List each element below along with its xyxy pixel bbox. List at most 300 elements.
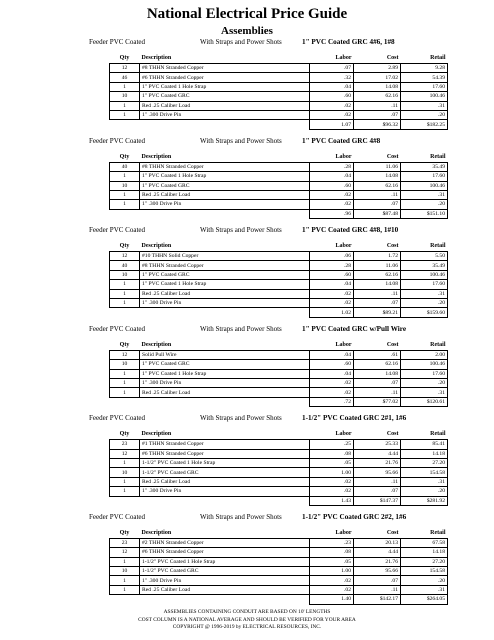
table-cell: 10	[110, 181, 140, 190]
table-cell: .20	[401, 200, 448, 209]
table-cell: 4.44	[354, 449, 401, 458]
table-cell: 17.60	[401, 280, 448, 289]
table-row	[110, 172, 448, 181]
table-cell: #6 THHN Stranded Copper	[140, 548, 310, 557]
table-cell: 1-1/2" PVC Coated 1 Hole Strap	[140, 557, 310, 566]
mounting-note: With Straps and Power Shots	[200, 38, 282, 46]
table-cell: 27.20	[401, 557, 448, 566]
table-cell: 1	[110, 289, 140, 298]
assembly-header	[0, 37, 494, 50]
table-cell: 62.16	[354, 92, 401, 101]
table-row	[110, 567, 448, 576]
table-cell: .02	[310, 101, 354, 110]
column-header-qty: Qty	[119, 341, 130, 348]
column-header-retail: Retail	[430, 55, 446, 61]
column-header-qty: Qty	[119, 55, 130, 61]
column-header-labor: Labor	[335, 431, 352, 438]
table-cell: #8 THHN Stranded Copper	[140, 261, 310, 270]
table-cell: #8 THHN Stranded Copper	[140, 64, 310, 73]
column-header-description: Description	[141, 431, 172, 438]
table-cell: 1" PVC Coated 1 Hole Strap	[140, 280, 310, 289]
feeder-type: Feeder PVC Coated	[89, 324, 145, 333]
table-cell: 10	[110, 270, 140, 279]
table-cell: .61	[354, 350, 401, 359]
feeder-type: Feeder PVC Coated	[89, 38, 145, 46]
table-cell: .04	[310, 280, 354, 289]
table-cell: 10	[110, 360, 140, 369]
assembly-section	[0, 225, 494, 318]
total-blank	[140, 308, 310, 317]
table-cell: 95.66	[354, 567, 401, 576]
table-cell: .02	[310, 110, 354, 119]
items-table	[109, 241, 448, 318]
total-blank	[110, 595, 140, 604]
table-cell: .20	[401, 110, 448, 119]
total-cell: $151.10	[401, 209, 448, 218]
total-row	[110, 120, 448, 129]
table-cell: .04	[310, 82, 354, 91]
total-cell: $264.05	[401, 595, 448, 604]
table-cell: 1" .300 Drive Pin	[140, 487, 310, 496]
column-header-description: Description	[141, 55, 172, 61]
column-header-description: Description	[141, 153, 172, 160]
table-row	[110, 101, 448, 110]
table-header-row	[110, 340, 448, 351]
table-cell: .11	[354, 585, 401, 594]
table-cell: 11.06	[354, 261, 401, 270]
table-cell: .07	[354, 200, 401, 209]
table-cell: 14.08	[354, 172, 401, 181]
table-cell: .31	[401, 585, 448, 594]
items-table	[109, 340, 448, 407]
page-title: National Electrical Price Guide	[146, 6, 348, 22]
column-header-cost: Cost	[386, 529, 399, 536]
column-header-cost: Cost	[386, 341, 399, 348]
total-cell: $159.60	[401, 308, 448, 317]
table-row	[110, 378, 448, 387]
table-cell: 1	[110, 172, 140, 181]
footer	[0, 609, 494, 632]
table-cell: 1" .300 Drive Pin	[140, 576, 310, 585]
table-cell: .31	[401, 190, 448, 199]
table-cell: .07	[310, 64, 354, 73]
table-cell: 154.58	[401, 468, 448, 477]
table-row	[110, 440, 448, 449]
table-cell: 1	[110, 82, 140, 91]
footer-note-cost: COST COLUMN IS A NATIONAL AVERAGE AND SHOULD BE VERIFIED FOR YOUR AREA	[138, 616, 356, 623]
table-cell: 21.76	[354, 557, 401, 566]
table-cell: 9.28	[401, 64, 448, 73]
table-cell: .11	[354, 289, 401, 298]
table-cell: 17.02	[354, 73, 401, 82]
table-cell: 95.66	[354, 468, 401, 477]
table-row	[110, 458, 448, 467]
footer-note-lengths: ASSEMBLIES CONTAINING CONDUIT ARE BASED ON 10' LENGTHS	[163, 609, 331, 615]
table-row	[110, 468, 448, 477]
table-cell: 1	[110, 378, 140, 387]
column-header-retail: Retail	[430, 341, 446, 348]
table-cell: .20	[401, 487, 448, 496]
table-cell: Red .25 Caliber Load	[140, 289, 310, 298]
table-cell: 4.44	[354, 548, 401, 557]
table-cell: .28	[310, 162, 354, 171]
total-cell: $77.02	[354, 397, 401, 406]
table-row	[110, 369, 448, 378]
table-cell: 62.16	[354, 181, 401, 190]
table-cell: .04	[310, 172, 354, 181]
total-cell: $96.32	[354, 120, 401, 129]
table-cell: 14.08	[354, 280, 401, 289]
table-cell: 1" .300 Drive Pin	[140, 299, 310, 308]
table-cell: 1	[110, 487, 140, 496]
table-cell: 1	[110, 299, 140, 308]
table-cell: .07	[354, 576, 401, 585]
page-subtitle: Assemblies	[221, 25, 273, 37]
table-row	[110, 110, 448, 119]
table-cell: 1	[110, 369, 140, 378]
table-cell: .31	[401, 477, 448, 486]
table-cell: .07	[354, 378, 401, 387]
total-cell: 1.40	[310, 595, 354, 604]
total-cell: 1.07	[310, 120, 354, 129]
total-blank	[110, 397, 140, 406]
table-cell: 1" PVC Coated GRC	[140, 270, 310, 279]
table-cell: 100.46	[401, 181, 448, 190]
table-cell: 10	[110, 468, 140, 477]
total-cell: $120.61	[401, 397, 448, 406]
total-blank	[140, 397, 310, 406]
table-cell: 2.00	[401, 350, 448, 359]
table-row	[110, 299, 448, 308]
table-row	[110, 538, 448, 547]
total-row	[110, 595, 448, 604]
table-cell: 1" PVC Coated 1 Hole Strap	[140, 172, 310, 181]
table-cell: 35.49	[401, 261, 448, 270]
column-header-retail: Retail	[430, 431, 446, 438]
table-row	[110, 252, 448, 261]
table-cell: .20	[401, 299, 448, 308]
table-cell: .04	[310, 350, 354, 359]
column-header-cost: Cost	[386, 55, 399, 61]
table-cell: 12	[110, 350, 140, 359]
total-blank	[110, 120, 140, 129]
table-cell: 2.89	[354, 64, 401, 73]
mounting-note: With Straps and Power Shots	[200, 414, 282, 423]
items-table	[109, 53, 448, 130]
table-cell: Red .25 Caliber Load	[140, 477, 310, 486]
table-row	[110, 280, 448, 289]
table-cell: .07	[354, 299, 401, 308]
table-row	[110, 92, 448, 101]
assembly-header	[0, 136, 494, 149]
table-cell: 27.20	[401, 458, 448, 467]
table-cell: 23	[110, 538, 140, 547]
table-cell: .60	[310, 92, 354, 101]
total-blank	[110, 496, 140, 505]
table-cell: .07	[354, 487, 401, 496]
table-row	[110, 449, 448, 458]
table-cell: 12	[110, 548, 140, 557]
table-row	[110, 73, 448, 82]
table-cell: .11	[354, 477, 401, 486]
table-row	[110, 162, 448, 171]
assembly-name: 1-1/2" PVC Coated GRC 2#1, 1#6	[302, 414, 407, 423]
column-header-labor: Labor	[335, 341, 352, 348]
column-header-description: Description	[141, 529, 172, 536]
total-blank	[140, 595, 310, 604]
table-cell: .31	[401, 388, 448, 397]
table-row	[110, 270, 448, 279]
table-cell: 23	[110, 440, 140, 449]
table-cell: .11	[354, 101, 401, 110]
table-cell: 35.49	[401, 162, 448, 171]
assembly-section	[0, 136, 494, 219]
table-cell: 1	[110, 280, 140, 289]
table-cell: 62.16	[354, 360, 401, 369]
total-row	[110, 397, 448, 406]
table-cell: .02	[310, 576, 354, 585]
assembly-name: 1" PVC Coated GRC 4#6, 1#8	[302, 38, 395, 46]
table-cell: .08	[310, 449, 354, 458]
column-header-labor: Labor	[335, 243, 352, 250]
table-cell: .32	[310, 73, 354, 82]
table-header-row	[110, 152, 448, 163]
mounting-note: With Straps and Power Shots	[200, 324, 282, 333]
table-row	[110, 261, 448, 270]
table-cell: 10	[110, 92, 140, 101]
table-header-row	[110, 528, 448, 539]
table-cell: .02	[310, 487, 354, 496]
assembly-name: 1-1/2" PVC Coated GRC 2#2, 1#6	[302, 512, 407, 521]
table-cell: 1	[110, 557, 140, 566]
table-cell: .02	[310, 388, 354, 397]
table-cell: 25.33	[354, 440, 401, 449]
table-cell: 12	[110, 252, 140, 261]
table-cell: 1	[110, 101, 140, 110]
table-cell: 1	[110, 458, 140, 467]
total-cell: .96	[310, 209, 354, 218]
column-header-qty: Qty	[119, 431, 130, 438]
table-cell: 20.13	[354, 538, 401, 547]
footer-copyright: COPYRIGHT @ 1996-2019 by ELECTRICAL RESOURCES, INC.	[172, 624, 322, 631]
assembly-section	[0, 37, 494, 130]
table-row	[110, 181, 448, 190]
table-cell: .60	[310, 181, 354, 190]
table-row	[110, 190, 448, 199]
total-cell: $87.48	[354, 209, 401, 218]
table-cell: .11	[354, 190, 401, 199]
items-table	[109, 429, 448, 506]
table-cell: .25	[310, 440, 354, 449]
table-cell: 100.46	[401, 92, 448, 101]
table-cell: 1" PVC Coated 1 Hole Strap	[140, 369, 310, 378]
table-cell: 1.00	[310, 567, 354, 576]
column-header-cost: Cost	[386, 153, 399, 160]
assemblies-list	[0, 37, 494, 605]
table-cell: .28	[310, 261, 354, 270]
table-cell: Red .25 Caliber Load	[140, 190, 310, 199]
feeder-type: Feeder PVC Coated	[89, 414, 145, 423]
table-cell: 21.76	[354, 458, 401, 467]
total-cell: $281.92	[401, 496, 448, 505]
items-table	[109, 528, 448, 605]
table-cell: Solid Pull Wire	[140, 350, 310, 359]
total-cell: $89.21	[354, 308, 401, 317]
table-row	[110, 289, 448, 298]
total-cell: .72	[310, 397, 354, 406]
table-cell: 1.72	[354, 252, 401, 261]
table-cell: .06	[310, 252, 354, 261]
column-header-retail: Retail	[430, 153, 446, 160]
table-cell: .05	[310, 557, 354, 566]
table-cell: 17.60	[401, 369, 448, 378]
table-cell: .31	[401, 101, 448, 110]
table-cell: 1" PVC Coated 1 Hole Strap	[140, 82, 310, 91]
total-blank	[140, 496, 310, 505]
table-cell: 1-1/2" PVC Coated GRC	[140, 468, 310, 477]
table-row	[110, 350, 448, 359]
table-cell: 1" PVC Coated GRC	[140, 181, 310, 190]
table-cell: 14.08	[354, 369, 401, 378]
assembly-header	[0, 324, 494, 337]
table-cell: Red .25 Caliber Load	[140, 585, 310, 594]
assembly-name: 1" PVC Coated GRC 4#8	[302, 136, 381, 145]
table-cell: Red .25 Caliber Load	[140, 101, 310, 110]
total-cell: 1.02	[310, 308, 354, 317]
table-cell: .02	[310, 299, 354, 308]
feeder-type: Feeder PVC Coated	[89, 136, 145, 145]
table-cell: 40	[110, 162, 140, 171]
table-cell: .20	[401, 576, 448, 585]
table-cell: 46	[110, 73, 140, 82]
table-cell: .20	[401, 378, 448, 387]
table-cell: .11	[354, 388, 401, 397]
table-cell: 1" .300 Drive Pin	[140, 200, 310, 209]
mounting-note: With Straps and Power Shots	[200, 226, 282, 235]
column-header-qty: Qty	[119, 529, 130, 536]
table-cell: 12	[110, 449, 140, 458]
table-cell: .02	[310, 477, 354, 486]
total-cell: $142.17	[354, 595, 401, 604]
feeder-type: Feeder PVC Coated	[89, 226, 145, 235]
total-row	[110, 308, 448, 317]
total-row	[110, 209, 448, 218]
table-cell: 62.16	[354, 270, 401, 279]
table-header-row	[110, 241, 448, 252]
table-cell: 1	[110, 388, 140, 397]
table-cell: .02	[310, 289, 354, 298]
assembly-section	[0, 413, 494, 506]
table-cell: 14.18	[401, 449, 448, 458]
total-blank	[140, 209, 310, 218]
table-cell: .23	[310, 538, 354, 547]
table-row	[110, 388, 448, 397]
assembly-header	[0, 225, 494, 238]
table-header-row	[110, 53, 448, 64]
table-cell: 1	[110, 585, 140, 594]
table-cell: #6 THHN Stranded Copper	[140, 73, 310, 82]
assembly-section	[0, 324, 494, 407]
table-row	[110, 487, 448, 496]
table-row	[110, 585, 448, 594]
table-cell: 100.46	[401, 270, 448, 279]
table-cell: 1	[110, 576, 140, 585]
total-blank	[140, 120, 310, 129]
table-cell: 1	[110, 477, 140, 486]
table-cell: Red .25 Caliber Load	[140, 388, 310, 397]
mounting-note: With Straps and Power Shots	[200, 512, 282, 521]
table-cell: #8 THHN Stranded Copper	[140, 162, 310, 171]
column-header-cost: Cost	[386, 243, 399, 250]
column-header-retail: Retail	[430, 529, 446, 536]
table-cell: 12	[110, 64, 140, 73]
table-cell: .31	[401, 289, 448, 298]
table-cell: 1	[110, 190, 140, 199]
table-cell: 1	[110, 200, 140, 209]
table-cell: 67.58	[401, 538, 448, 547]
table-cell: 1" .300 Drive Pin	[140, 110, 310, 119]
table-cell: 14.08	[354, 82, 401, 91]
table-cell: .08	[310, 548, 354, 557]
table-cell: #10 THHN Solid Copper	[140, 252, 310, 261]
table-cell: .02	[310, 378, 354, 387]
table-cell: .07	[354, 110, 401, 119]
mounting-note: With Straps and Power Shots	[200, 136, 282, 145]
total-row	[110, 496, 448, 505]
table-cell: 1.00	[310, 468, 354, 477]
table-cell: .04	[310, 369, 354, 378]
table-cell: #1 THHN Stranded Copper	[140, 440, 310, 449]
table-cell: 1" PVC Coated GRC	[140, 92, 310, 101]
table-cell: 100.46	[401, 360, 448, 369]
table-cell: .02	[310, 200, 354, 209]
table-row	[110, 64, 448, 73]
table-cell: 1-1/2" PVC Coated 1 Hole Strap	[140, 458, 310, 467]
table-row	[110, 477, 448, 486]
column-header-description: Description	[141, 341, 172, 348]
total-cell: $147.37	[354, 496, 401, 505]
table-cell: 1-1/2" PVC Coated GRC	[140, 567, 310, 576]
column-header-labor: Labor	[335, 55, 352, 61]
table-cell: 14.18	[401, 548, 448, 557]
table-cell: 154.58	[401, 567, 448, 576]
total-blank	[110, 209, 140, 218]
assembly-section	[0, 512, 494, 605]
table-cell: 10	[110, 567, 140, 576]
table-cell: 5.50	[401, 252, 448, 261]
feeder-type: Feeder PVC Coated	[89, 512, 145, 521]
assembly-header	[0, 512, 494, 525]
table-cell: 85.41	[401, 440, 448, 449]
table-cell: 1	[110, 110, 140, 119]
table-cell: 1" .300 Drive Pin	[140, 378, 310, 387]
table-cell: .05	[310, 458, 354, 467]
column-header-qty: Qty	[119, 153, 130, 160]
assembly-name: 1" PVC Coated GRC w/Pull Wire	[302, 324, 407, 333]
table-cell: 17.60	[401, 82, 448, 91]
table-row	[110, 200, 448, 209]
table-row	[110, 82, 448, 91]
table-cell: .60	[310, 360, 354, 369]
column-header-retail: Retail	[430, 243, 446, 250]
table-cell: #6 THHN Stranded Copper	[140, 449, 310, 458]
table-cell: 11.06	[354, 162, 401, 171]
column-header-description: Description	[141, 243, 172, 250]
items-table	[109, 152, 448, 219]
table-cell: 54.39	[401, 73, 448, 82]
table-row	[110, 576, 448, 585]
table-header-row	[110, 429, 448, 440]
